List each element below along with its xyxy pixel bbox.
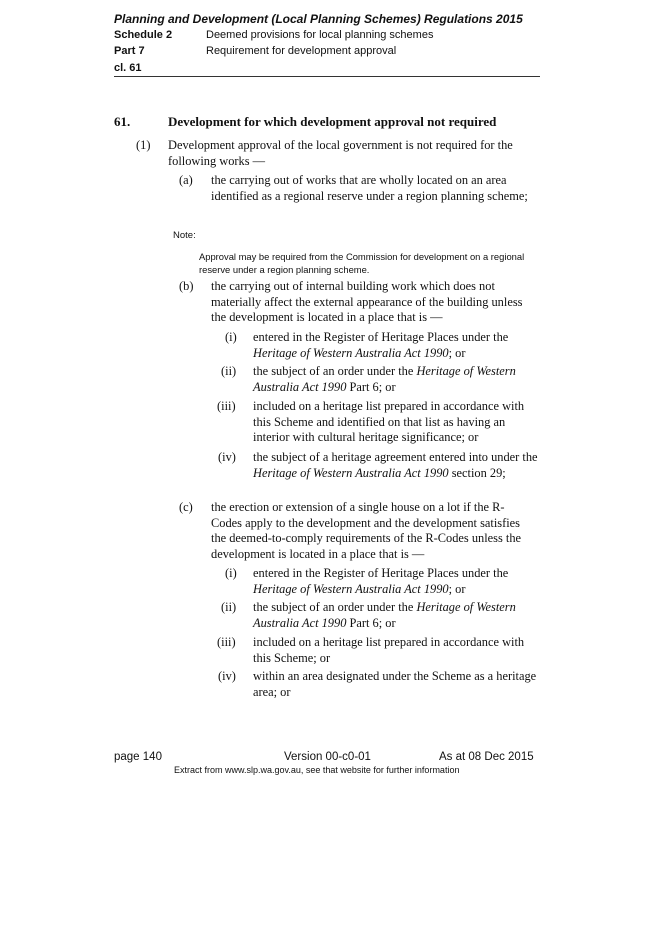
paragraph-text: the carrying out of internal building work which does not materially affect the external appearance of the building unless the development is located in a place that is — <box>211 279 523 324</box>
header-row-key: Schedule 2 <box>114 29 173 41</box>
subparagraph-text: included on a heritage list prepared in accordance with this Scheme and identified on that list as having an interior with cultural heritage significance; or <box>253 399 525 444</box>
paragraph-number: (a) <box>179 173 193 187</box>
subparagraph-number: (i) <box>225 330 237 344</box>
paragraph-text: the erection or extension of a single house on a lot if the R-Codes apply to the development and the development satisfies the deemed-to-comply requirements of the R-Codes unless the development is located in a place that is — <box>211 500 522 561</box>
subparagraph-number: (ii) <box>221 600 237 614</box>
subparagraph-number: (iii) <box>217 399 236 413</box>
header-divider <box>114 76 540 77</box>
paragraph-number: (b) <box>179 279 194 293</box>
document-title: Planning and Development (Local Planning Schemes) Regulations 2015 <box>114 12 523 26</box>
version-label: Version 00-c0-01 <box>284 751 371 763</box>
subparagraph-text: within an area designated under the Scheme as a heritage area; or <box>253 669 537 699</box>
header-row-clause <box>114 62 206 74</box>
subparagraph-number: (iv) <box>218 450 236 464</box>
header-row-value: Deemed provisions for local planning schemes <box>206 29 434 41</box>
subparagraph-text: the subject of a heritage agreement entered into under the Heritage of Western Australia Act 1990 section 29; <box>253 450 538 480</box>
section-heading: Development for which development approval not required <box>168 114 497 129</box>
subsection-number: (1) <box>136 138 151 152</box>
header-row-part <box>114 45 396 57</box>
subparagraph-text: entered in the Register of Heritage Places under the Heritage of Western Australia Act 1990; or <box>253 566 509 596</box>
subparagraph-text: included on a heritage list prepared in accordance with this Scheme; or <box>253 635 525 665</box>
subparagraph-text: entered in the Register of Heritage Places under the Heritage of Western Australia Act 1990; or <box>253 330 509 360</box>
subparagraph-number: (i) <box>225 566 237 580</box>
subparagraph-text: the subject of an order under the Heritage of Western Australia Act 1990 Part 6; or <box>253 600 516 630</box>
header-row-value: Requirement for development approval <box>206 45 397 57</box>
note-text: Approval may be required from the Commission for development on a regional reserve under a region planning scheme. <box>199 251 525 275</box>
as-at-date: As at 08 Dec 2015 <box>439 751 534 763</box>
note-label: Note: <box>173 230 196 241</box>
paragraph-text: the carrying out of works that are wholly located on an area identified as a regional reserve under a region planning scheme; <box>211 173 528 203</box>
section-number: 61. <box>114 114 131 129</box>
extract-notice: Extract from www.slp.wa.gov.au, see that website for further information <box>174 765 460 775</box>
header-row-key: cl. 61 <box>114 62 142 74</box>
subsection-text: Development approval of the local government is not required for the following works — <box>168 138 513 168</box>
header-row-key: Part 7 <box>114 45 145 57</box>
page-number: page 140 <box>114 751 162 763</box>
header-row-schedule <box>114 29 433 41</box>
subparagraph-number: (ii) <box>221 364 237 378</box>
subparagraph-number: (iii) <box>217 635 236 649</box>
subparagraph-number: (iv) <box>218 669 236 683</box>
paragraph-number: (c) <box>179 500 193 514</box>
subparagraph-text: the subject of an order under the Heritage of Western Australia Act 1990 Part 6; or <box>253 364 516 394</box>
